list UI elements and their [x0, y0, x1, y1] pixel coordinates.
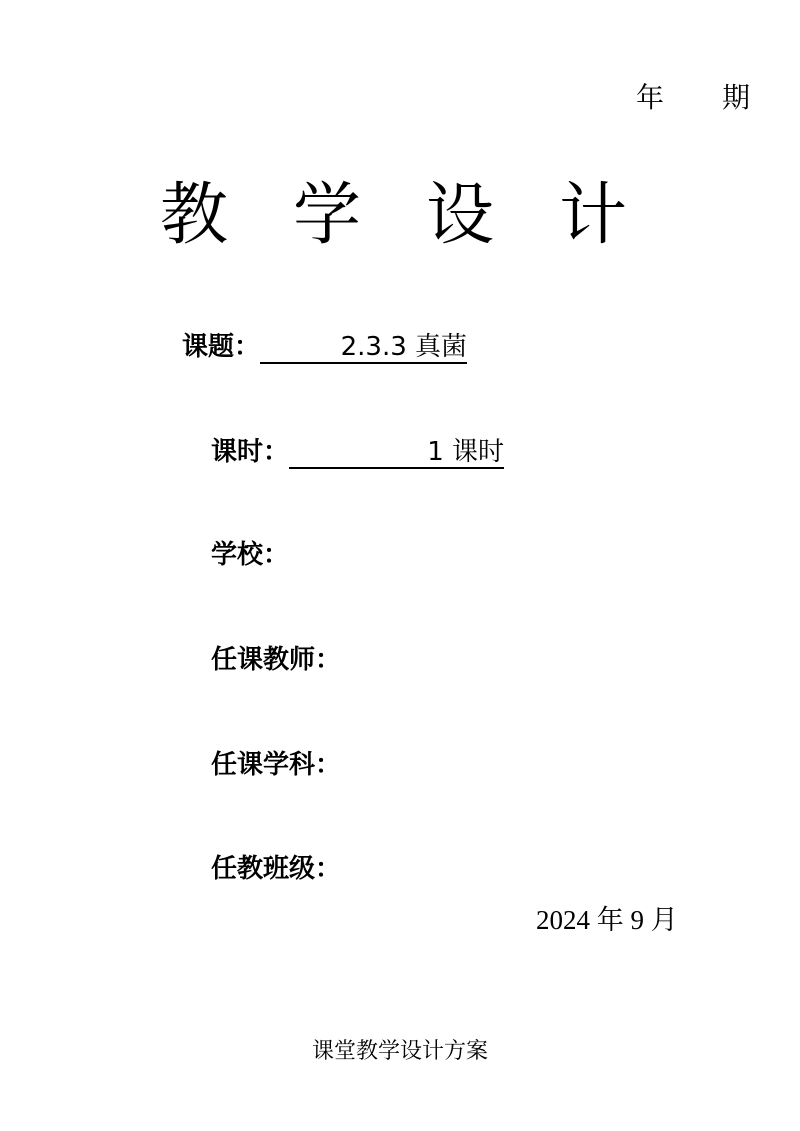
topic-value: 2.3.3 真菌 — [260, 332, 467, 364]
term-line — [636, 80, 750, 116]
title-char-4: 计 — [559, 176, 628, 255]
page-title — [160, 176, 627, 256]
hours-field — [211, 435, 504, 469]
teacher-field — [211, 643, 341, 677]
document-date: 2024 年 9 月 — [536, 905, 678, 935]
footer-caption: 课堂教学设计方案 — [311, 1039, 488, 1064]
school-field — [211, 538, 289, 572]
term-year: 年 — [636, 81, 665, 114]
class-label: 任教班级： — [211, 854, 342, 884]
topic-field — [182, 330, 467, 364]
school-label: 学校： — [211, 540, 290, 570]
teacher-label: 任课教师： — [211, 645, 342, 675]
class-field — [211, 852, 341, 886]
hours-label: 课时： — [211, 437, 290, 467]
hours-value: 1 课时 — [289, 437, 504, 469]
title-char-3: 设 — [426, 176, 495, 255]
title-char-1: 教 — [160, 176, 229, 255]
subject-field — [211, 748, 341, 782]
term-period: 期 — [722, 81, 751, 114]
topic-label: 课题： — [182, 332, 261, 362]
title-char-2: 学 — [293, 176, 362, 255]
subject-label: 任课学科： — [211, 750, 342, 780]
